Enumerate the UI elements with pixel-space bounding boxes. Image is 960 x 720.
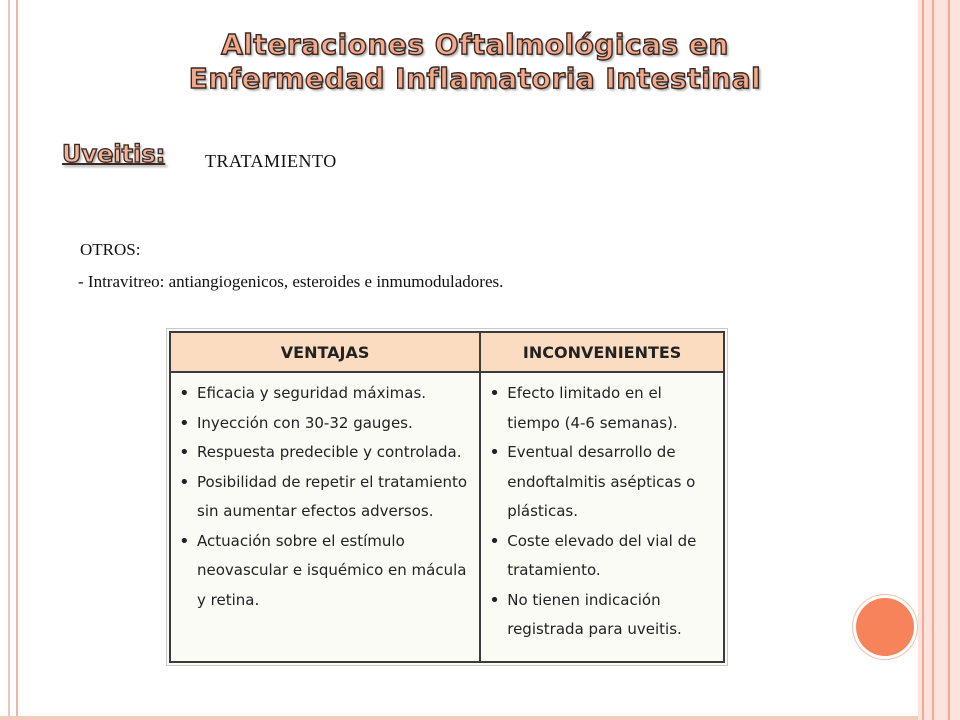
list-item: • Actuación sobre el estímulo neovascular e isquémico en mácula y retina. (177, 527, 471, 616)
header-inconvenientes: INCONVENIENTES (480, 332, 724, 372)
otros-label: OTROS: (80, 240, 141, 259)
ventajas-list (177, 379, 471, 615)
slide-title-line-1: Alteraciones Oftalmológicas en (221, 28, 729, 61)
inconvenientes-cell (480, 372, 724, 662)
slide-title-line-2: Enfermedad Inflamatoria Intestinal (188, 62, 762, 95)
left-frame-border (0, 0, 18, 720)
ventajas-cell (170, 372, 480, 662)
table-row (170, 372, 724, 662)
comparison-table (169, 331, 725, 663)
frame-stripe (922, 0, 924, 720)
frame-stripe (948, 0, 950, 720)
bottom-frame-border (0, 716, 918, 720)
list-item: • Eventual desarrollo de endoftalmitis asépticas o plásticas. (487, 438, 715, 527)
slide-title (110, 28, 840, 96)
list-item: • Respuesta predecible y controlada. (177, 438, 471, 468)
inconvenientes-list (487, 379, 715, 645)
otros-text: - Intravitreo: antiangiogenicos, esteroides e inmumoduladores. (78, 272, 504, 291)
section-label: Uveitis: (62, 140, 166, 168)
list-item: • No tienen indicación registrada para uveitis. (487, 586, 715, 645)
decorative-circle (856, 598, 914, 656)
list-item: • Inyección con 30-32 gauges. (177, 409, 471, 439)
frame-stripe (932, 0, 934, 720)
section-subtitle: TRATAMIENTO (205, 151, 337, 171)
header-ventajas: VENTAJAS (170, 332, 480, 372)
list-item: • Efecto limitado en el tiempo (4-6 semanas). (487, 379, 715, 438)
list-item: • Coste elevado del vial de tratamiento. (487, 527, 715, 586)
comparison-table-image (166, 328, 728, 666)
table-header-row (170, 332, 724, 372)
list-item: • Eficacia y seguridad máximas. (177, 379, 471, 409)
list-item: • Posibilidad de repetir el tratamiento sin aumentar efectos adversos. (177, 468, 471, 527)
right-frame-border (918, 0, 960, 720)
